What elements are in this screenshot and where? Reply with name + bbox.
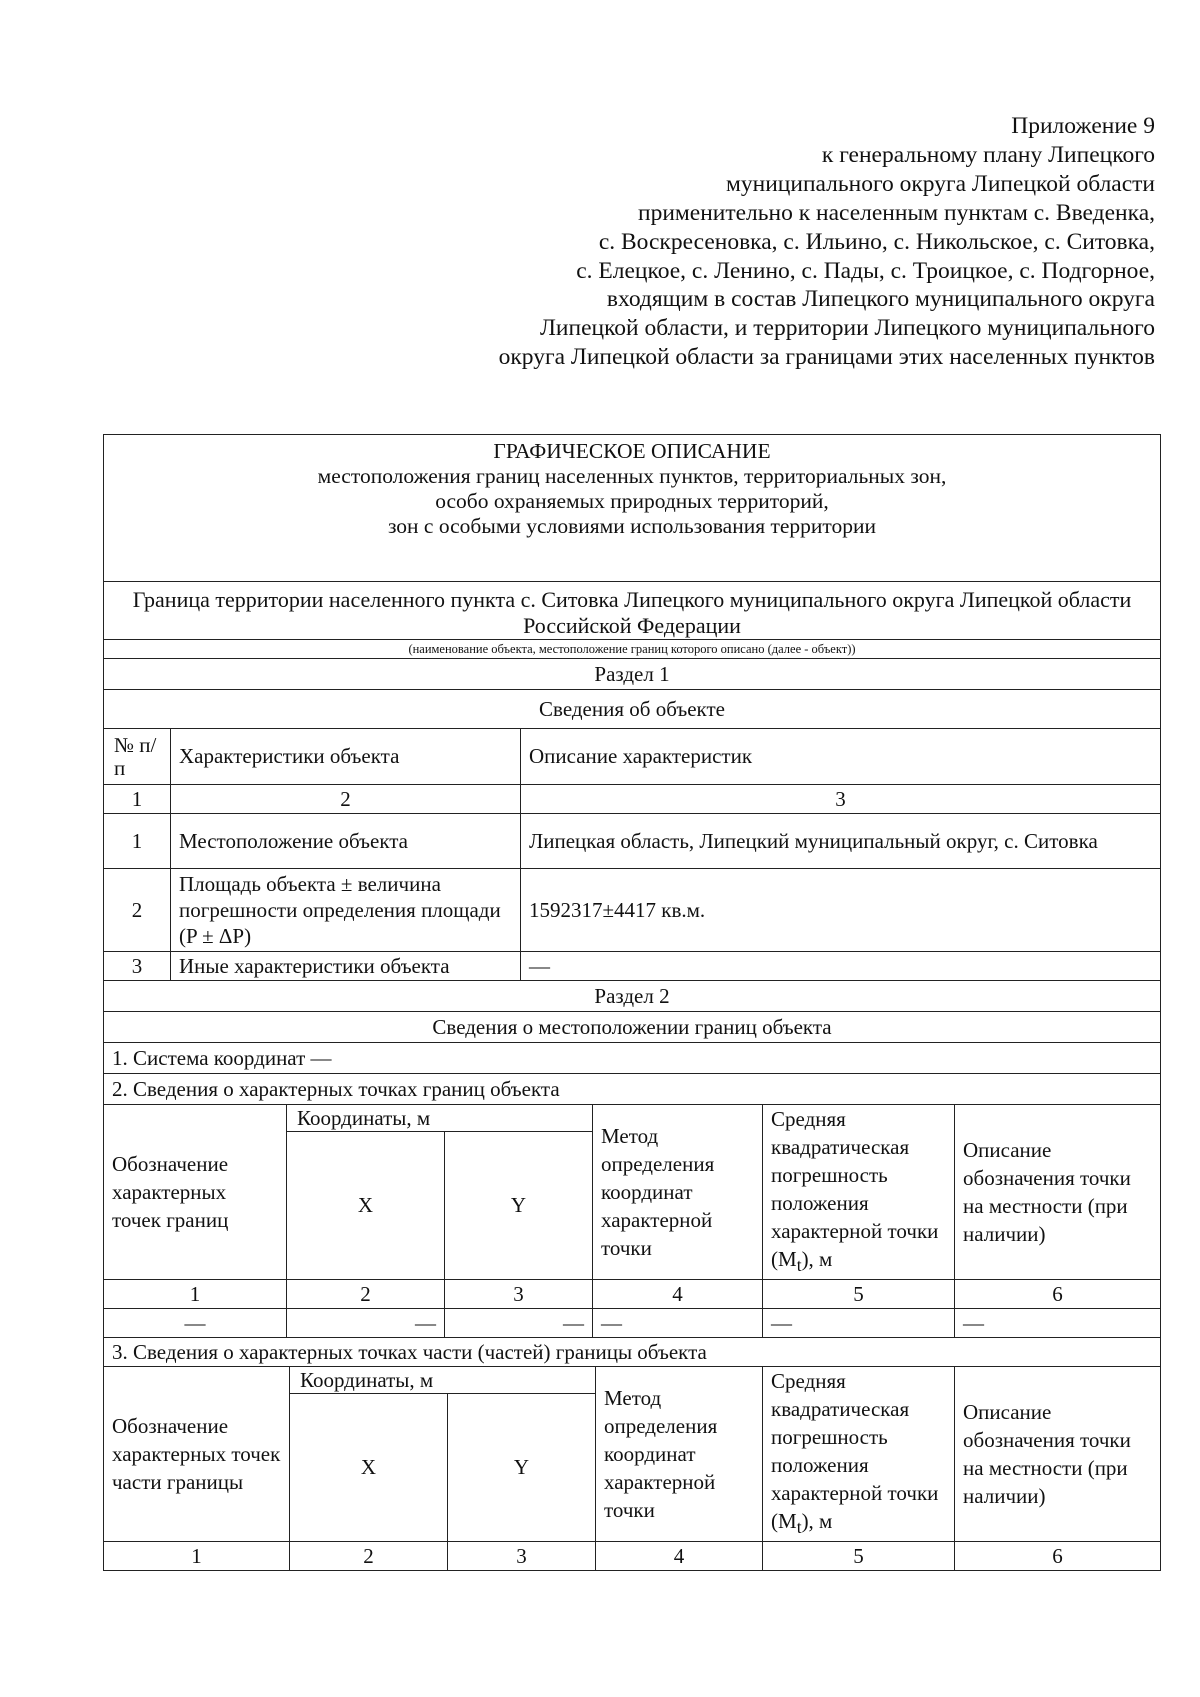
section2-title: Раздел 2 [104,981,1161,1012]
point-cell: — [287,1309,445,1338]
row-characteristic: Площадь объекта ± величина погрешности определения площади (P ± ΔP) [171,869,521,952]
object-info-table [103,729,1161,981]
error-header-subscript: t [796,1517,802,1538]
graphic-subtitle-line: зон с особыми условиями использования территории [387,514,877,538]
object-name-hint: (наименование объекта, местоположение границ которого описано (далее - объект)) [104,640,1161,659]
y-header: Y [448,1393,596,1542]
header-line: с. Воскресеновка, с. Ильино, с. Никольское, с. Ситовка, [598,228,1155,255]
col-num-label: 3 [448,1542,596,1571]
x-header: X [287,1131,445,1280]
col-number-header: № п/п [104,729,171,785]
row-number: 2 [104,869,171,952]
point-cell: — [955,1309,1161,1338]
points-title: 2. Сведения о характерных точках границ объекта [104,1074,1161,1105]
col-num-label: 1 [104,1280,287,1309]
point-cell: — [104,1309,287,1338]
point-cell: — [763,1309,955,1338]
x-header: X [290,1393,448,1542]
coordinate-system: 1. Система координат — [104,1043,1161,1074]
col-num-label: 6 [955,1280,1161,1309]
boundary-points-table [103,1105,1161,1338]
parts-points-table [103,1367,1161,1571]
col-num-label: 4 [593,1280,763,1309]
col-num-label: 1 [104,1542,290,1571]
graphic-subtitle-line: особо охраняемых природных территорий, [435,489,829,513]
point-cell: — [445,1309,593,1338]
graphic-subtitle-line: местоположения границ населенных пунктов, территориальных зон, [317,464,947,488]
header-line: к генеральному плану Липецкого [821,141,1155,168]
col-num-label: 4 [596,1542,763,1571]
section2-subtitle: Сведения о местоположении границ объекта [104,1012,1161,1043]
error-header-text: Средняя квадратическая погрешность положения характерной точки (M [771,1107,939,1271]
header-line: Липецкой области, и территории Липецкого муниципального [539,315,1155,342]
header-line: муниципального округа Липецкой области [726,170,1155,197]
row-characteristic: Местоположение объекта [171,814,521,869]
section1-title: Раздел 1 [104,659,1161,690]
error-header-tail: ), м [801,1509,833,1534]
error-header-subscript: t [796,1255,802,1276]
title-table [103,434,1161,729]
designation-header: Обозначение характерных точек границ [104,1105,287,1280]
header-line: округа Липецкой области за границами этих населенных пунктов [498,344,1155,371]
error-header-text: Средняя квадратическая погрешность положения характерной точки (M [771,1369,939,1534]
row-description: Липецкая область, Липецкий муниципальный округ, с. Ситовка [521,814,1161,869]
y-header: Y [445,1131,593,1280]
coordinates-header: Координаты, м [287,1105,593,1131]
error-header [763,1367,955,1542]
col-num-label: 1 [104,785,171,814]
appendix-header [255,112,1155,372]
row-number: 3 [104,952,171,981]
object-boundary-name: Граница территории населенного пункта с. Ситовка Липецкого муниципального округа Липецкой области Российской Федерации [104,582,1161,640]
row-characteristic: Иные характеристики объекта [171,952,521,981]
graphic-title: ГРАФИЧЕСКОЕ ОПИСАНИЕ [493,439,771,463]
header-line: Приложение 9 [1011,113,1155,139]
error-header [763,1105,955,1280]
header-line: входящим в состав Липецкого муниципального округа [606,286,1155,313]
section2-header-table [103,981,1161,1105]
col-characteristics-header: Характеристики объекта [171,729,521,785]
col-num-label: 2 [290,1542,448,1571]
designation-part-header: Обозначение характерных точек части границы [104,1367,290,1542]
col-num-label: 3 [521,785,1161,814]
point-cell: — [593,1309,763,1338]
parts-title: 3. Сведения о характерных точках части (частей) границы объекта [104,1338,1161,1367]
header-line: с. Елецкое, с. Ленино, с. Пады, с. Троицкое, с. Подгорное, [576,257,1155,284]
col-num-label: 6 [955,1542,1161,1571]
method-header: Метод определения координат характерной точки [593,1105,763,1280]
method-header: Метод определения координат характерной точки [596,1367,763,1542]
graphic-description-form [103,434,1161,1571]
parts-title-table [103,1338,1161,1367]
col-num-label: 2 [171,785,521,814]
col-num-label: 5 [763,1542,955,1571]
row-number: 1 [104,814,171,869]
point-description-header: Описание обозначения точки на местности (при наличии) [955,1367,1161,1542]
col-num-label: 2 [287,1280,445,1309]
row-description: 1592317±4417 кв.м. [521,869,1161,952]
graphic-title-cell [104,435,1161,582]
section1-subtitle: Сведения об объекте [104,690,1161,729]
col-description-header: Описание характеристик [521,729,1161,785]
col-num-label: 3 [445,1280,593,1309]
coordinates-header: Координаты, м [290,1367,596,1393]
point-description-header: Описание обозначения точки на местности (при наличии) [955,1105,1161,1280]
header-line: применительно к населенным пунктам с. Введенка, [638,199,1155,226]
row-description: — [521,952,1161,981]
error-header-tail: ), м [801,1247,833,1271]
col-num-label: 5 [763,1280,955,1309]
